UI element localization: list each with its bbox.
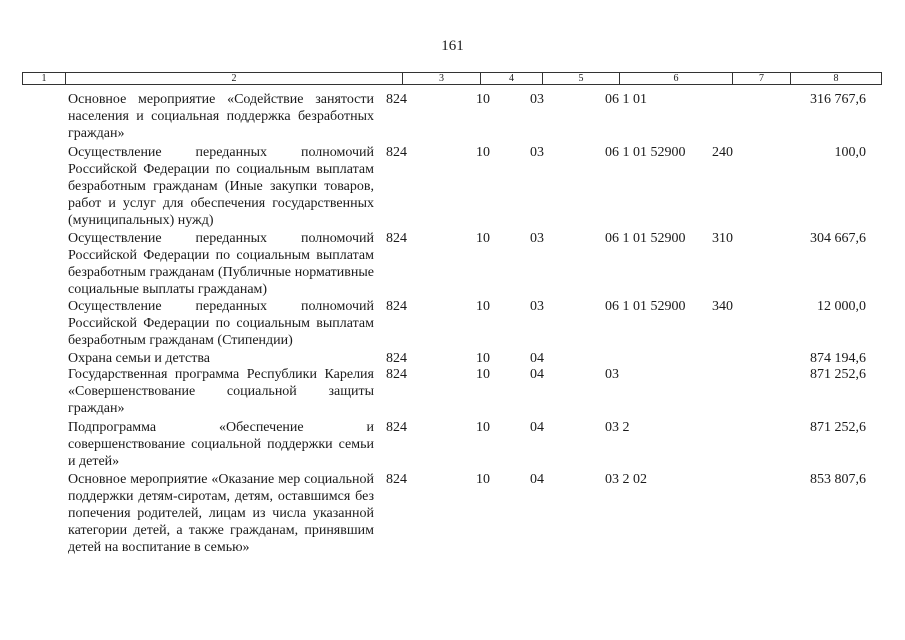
- row-col-6: 06 1 01 52900: [605, 231, 686, 246]
- row-col-6: 03 2: [605, 420, 630, 435]
- row-col-6: 06 1 01: [605, 92, 647, 107]
- row-col-3: 824: [386, 231, 407, 246]
- row-col-5: 04: [530, 351, 544, 366]
- row-name: Подпрограмма «Обеспечение и совершенствование социальной поддержки семьи и детей»: [68, 420, 374, 469]
- row-col-4: 10: [476, 92, 490, 107]
- row-col-4: 10: [476, 299, 490, 314]
- row-col-6: 03: [605, 367, 619, 382]
- row-col-5: 04: [530, 420, 544, 435]
- header-col-1: 1: [23, 73, 66, 84]
- row-col-8: 853 807,6: [810, 472, 866, 487]
- row-col-6: 03 2 02: [605, 472, 647, 487]
- header-col-2: 2: [66, 73, 403, 84]
- row-name: Государственная программа Республики Карелия «Совершенствование социальной защиты граждан»: [68, 367, 374, 416]
- row-col-5: 03: [530, 92, 544, 107]
- row-col-5: 03: [530, 145, 544, 160]
- row-col-4: 10: [476, 351, 490, 366]
- row-col-8: 316 767,6: [810, 92, 866, 107]
- row-col-5: 04: [530, 472, 544, 487]
- row-col-4: 10: [476, 472, 490, 487]
- row-col-4: 10: [476, 145, 490, 160]
- row-col-8: 304 667,6: [810, 231, 866, 246]
- row-col-7: 340: [712, 299, 733, 314]
- row-col-5: 03: [530, 231, 544, 246]
- header-col-3: 3: [403, 73, 481, 84]
- row-col-8: 871 252,6: [810, 367, 866, 382]
- row-col-3: 824: [386, 145, 407, 160]
- page-number: 161: [441, 38, 464, 54]
- row-col-8: 871 252,6: [810, 420, 866, 435]
- row-col-7: 240: [712, 145, 733, 160]
- header-col-5: 5: [543, 73, 620, 84]
- row-name: Охрана семьи и детства: [68, 351, 210, 366]
- row-name: Основное мероприятие «Содействие занятости населения и социальная поддержка безработных граждан»: [68, 92, 374, 141]
- row-name: Осуществление переданных полномочий Российской Федерации по социальным выплатам безработным гражданам (Иные закупки товаров, работ и услуг для обеспечения государственных (муниципальных) нужд): [68, 145, 374, 228]
- header-col-7: 7: [733, 73, 791, 84]
- row-col-8: 12 000,0: [817, 299, 866, 314]
- row-col-5: 04: [530, 367, 544, 382]
- row-col-7: 310: [712, 231, 733, 246]
- row-col-3: 824: [386, 351, 407, 366]
- header-col-8: 8: [833, 73, 839, 84]
- row-col-6: 06 1 01 52900: [605, 299, 686, 314]
- row-col-3: 824: [386, 472, 407, 487]
- header-col-4: 4: [481, 73, 543, 84]
- row-col-3: 824: [386, 367, 407, 382]
- row-col-5: 03: [530, 299, 544, 314]
- row-name: Основное мероприятие «Оказание мер социальной поддержки детям-сиротам, детям, оставшимся без попечения родителей, лицам из числа указанной категории детей, а также гражданам, принявшим детей на воспитание в семью»: [68, 472, 374, 555]
- row-name: Осуществление переданных полномочий Российской Федерации по социальным выплатам безработным гражданам (Публичные нормативные социальные выплаты гражданам): [68, 231, 374, 297]
- row-col-4: 10: [476, 367, 490, 382]
- header-col-6: 6: [620, 73, 733, 84]
- row-col-4: 10: [476, 420, 490, 435]
- row-col-8: 100,0: [834, 145, 866, 160]
- row-col-3: 824: [386, 299, 407, 314]
- row-col-3: 824: [386, 92, 407, 107]
- row-name: Осуществление переданных полномочий Российской Федерации по социальным выплатам безработным гражданам (Стипендии): [68, 299, 374, 348]
- row-col-6: 06 1 01 52900: [605, 145, 686, 160]
- table-header: [22, 72, 882, 85]
- row-col-3: 824: [386, 420, 407, 435]
- row-col-8: 874 194,6: [810, 351, 866, 366]
- row-col-4: 10: [476, 231, 490, 246]
